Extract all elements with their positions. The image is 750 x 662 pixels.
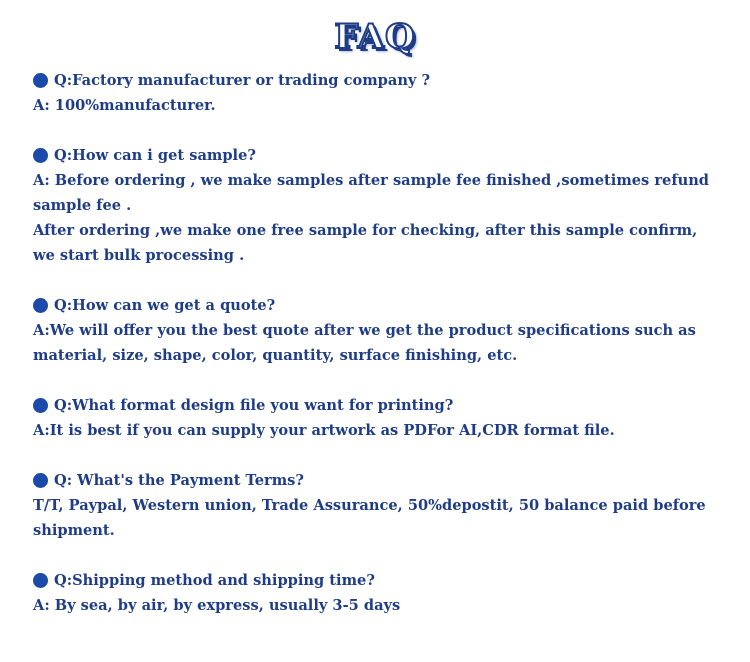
- bullet-dot-icon: [33, 398, 48, 413]
- faq-list: [33, 68, 733, 643]
- question-text: Q:Shipping method and shipping time?: [54, 572, 375, 589]
- answer-line: shipment.: [33, 522, 115, 539]
- question-text: Q:What format design file you want for printing?: [54, 397, 454, 414]
- question-text: Q:How can we get a quote?: [54, 297, 276, 314]
- question-text: Q:How can i get sample?: [54, 147, 256, 164]
- answer-line: A:It is best if you can supply your artwork as PDFor AI,CDR format file.: [33, 422, 615, 439]
- question-row: [33, 293, 733, 318]
- bullet-dot-icon: [33, 573, 48, 588]
- faq-header: [0, 14, 750, 60]
- question-text: Q: What's the Payment Terms?: [54, 472, 304, 489]
- bullet-dot-icon: [33, 148, 48, 163]
- answer-line: A: Before ordering , we make samples after sample fee finished ,sometimes refund: [33, 172, 710, 189]
- question-row: [33, 568, 733, 593]
- faq-item: [33, 393, 733, 443]
- answer-line: A: 100%manufacturer.: [33, 97, 216, 114]
- answer-line: T/T, Paypal, Western union, Trade Assurance, 50%depostit, 50 balance paid before: [33, 497, 706, 514]
- question-row: [33, 468, 733, 493]
- bullet-dot-icon: [33, 73, 48, 88]
- bullet-dot-icon: [33, 298, 48, 313]
- faq-item: [33, 468, 733, 543]
- answer-line: After ordering ,we make one free sample for checking, after this sample confirm,: [33, 222, 698, 239]
- question-row: [33, 393, 733, 418]
- answer-line: A:We will offer you the best quote after we get the product specifications such as: [33, 322, 696, 339]
- page-title: FAQ: [334, 17, 416, 57]
- faq-item: [33, 68, 733, 118]
- faq-item: [33, 568, 733, 618]
- faq-item: [33, 143, 733, 268]
- question-text: Q:Factory manufacturer or trading company ?: [54, 72, 431, 89]
- faq-item: [33, 293, 733, 368]
- question-row: [33, 68, 733, 93]
- answer-line: material, size, shape, color, quantity, surface finishing, etc.: [33, 347, 518, 364]
- bullet-dot-icon: [33, 473, 48, 488]
- question-row: [33, 143, 733, 168]
- answer-line: A: By sea, by air, by express, usually 3-5 days: [33, 597, 401, 614]
- answer-line: sample fee .: [33, 197, 132, 214]
- answer-line: we start bulk processing .: [33, 247, 245, 264]
